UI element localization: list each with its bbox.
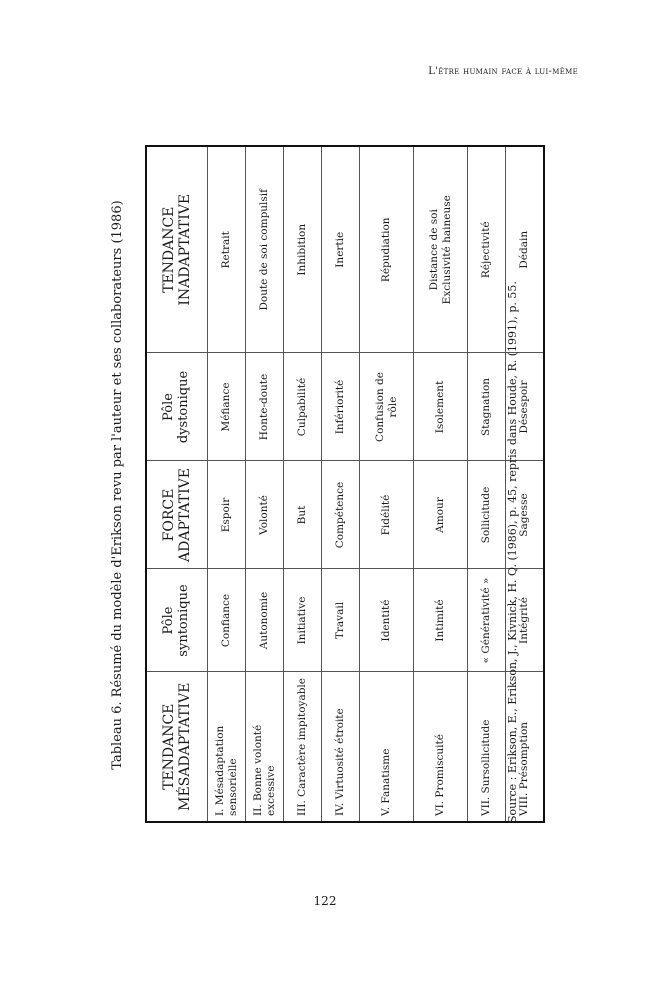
table-cell: VI. Promiscuité <box>414 672 468 822</box>
table-cell: Confiance <box>208 569 246 672</box>
page-number: 122 <box>313 894 337 908</box>
table-cell: Compétence <box>322 461 360 569</box>
table-cell: Identité <box>360 569 414 672</box>
table-cell: Honte-doute <box>246 353 284 461</box>
table-row <box>246 146 284 822</box>
table-cell: II. Bonne volonté excessive <box>246 672 284 822</box>
table-cell: VII. Sursollicitude <box>468 672 506 822</box>
table-cell: Fidélité <box>360 461 414 569</box>
table-cell: V. Fanatisme <box>360 672 414 822</box>
running-header: L'être humain face à lui-même <box>428 66 578 77</box>
header-dystonic-pole: Pôle dystonique <box>146 353 208 461</box>
table-cell: Intégrité <box>506 569 544 672</box>
header-maladaptive-tendency: TENDANCE MÉSADAPTATIVE <box>146 672 208 822</box>
table-cell: Inhibition <box>284 146 322 353</box>
table-row <box>208 146 246 822</box>
table-cell: Initiative <box>284 569 322 672</box>
table-cell: Réjectivité <box>468 146 506 353</box>
table-cell: VIII. Présomption <box>506 672 544 822</box>
table-cell: « Générativité » <box>468 569 506 672</box>
table-cell: Travail <box>322 569 360 672</box>
table-cell: Méfiance <box>208 353 246 461</box>
header-syntonic-pole: Pôle syntonique <box>146 569 208 672</box>
table-cell: Infériorité <box>322 353 360 461</box>
table-row <box>468 146 506 822</box>
rotated-table-block <box>110 147 540 823</box>
header-inadaptive-tendency: TENDANCE INADAPTATIVE <box>146 146 208 353</box>
table-cell: Doute de soi compulsif <box>246 146 284 353</box>
table-cell: Sagesse <box>506 461 544 569</box>
table-cell: I. Mésadaptation sensorielle <box>208 672 246 822</box>
table-cell: Retrait <box>208 146 246 353</box>
table-row <box>284 146 322 822</box>
table-cell: Intimité <box>414 569 468 672</box>
table-cell: III. Caractère impitoyable <box>284 672 322 822</box>
table-cell: Autonomie <box>246 569 284 672</box>
table-source-note: Source : Erikson, E., Erikson, J., Kivnick, H. Q. (1986), p. 45, repris dans Houde, R. (1991), p. 55. <box>506 281 519 823</box>
table-cell: Distance de soi Exclusivité haineuse <box>414 146 468 353</box>
table-cell: Culpabilité <box>284 353 322 461</box>
table-cell: IV. Virtuosité étroite <box>322 672 360 822</box>
table-row <box>414 146 468 822</box>
table-cell: Désespoir <box>506 353 544 461</box>
erikson-table <box>145 145 545 823</box>
table-cell: Volonté <box>246 461 284 569</box>
table-cell: But <box>284 461 322 569</box>
table-cell: Répudiation <box>360 146 414 353</box>
header-adaptive-strength: FORCE ADAPTATIVE <box>146 461 208 569</box>
table-cell: Isolement <box>414 353 468 461</box>
table-title: Tableau 6. Résumé du modèle d'Erikson revu par l'auteur et ses collaborateurs (1986) <box>110 200 125 770</box>
table-cell: Espoir <box>208 461 246 569</box>
table-cell: Amour <box>414 461 468 569</box>
table-header-row <box>146 146 208 822</box>
table-cell: Dédain <box>506 146 544 353</box>
table-cell: Sollicitude <box>468 461 506 569</box>
table-row <box>360 146 414 822</box>
table-cell: Confusion de rôle <box>360 353 414 461</box>
table-cell: Inertie <box>322 146 360 353</box>
table-row <box>322 146 360 822</box>
table-cell: Stagnation <box>468 353 506 461</box>
